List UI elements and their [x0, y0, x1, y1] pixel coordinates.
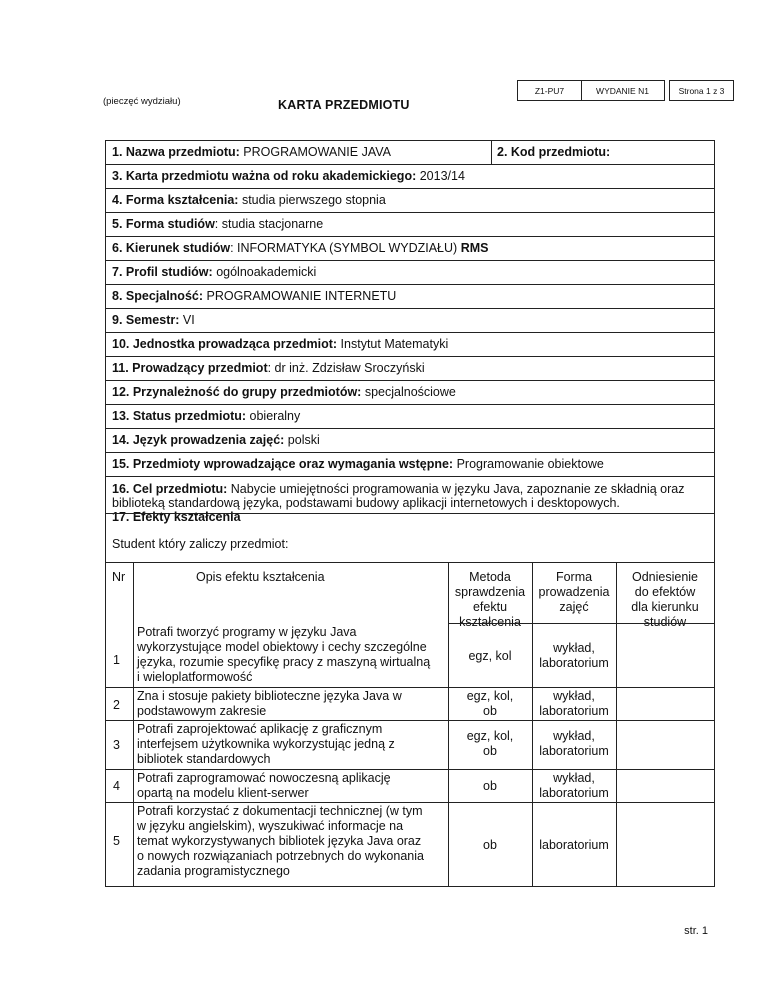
effect-2-method: egz, kol, ob [466, 689, 514, 718]
study-form-label: 5. Forma studiów [112, 217, 215, 231]
effect-1-form: wykład, laboratorium [539, 641, 609, 670]
status-value: obieralny [249, 409, 301, 423]
row-course-group [105, 380, 715, 405]
specialty-value: PROGRAMOWANIE INTERNETU [206, 289, 397, 303]
academic-year-label: 3. Karta przedmiotu ważna od roku akademickiego: [112, 169, 417, 183]
effect-3-description: Potrafi zaprojektować aplikację z graficznym interfejsem użytkownika wykorzystując jedną z bibliotek standardowych [137, 722, 395, 766]
effect-4-nr: 4 [113, 779, 120, 793]
specialty-label: 8. Specjalność: [112, 289, 204, 303]
course-name-value: PROGRAMOWANIE JAVA [243, 145, 391, 159]
page-count-box: Strona 1 z 3 [669, 80, 734, 101]
course-name-label: 1. Nazwa przedmiotu: [112, 145, 240, 159]
effect-5-nr: 5 [113, 834, 120, 848]
row-lecturer [105, 356, 715, 381]
field-of-study-label: 6. Kierunek studiów [112, 241, 231, 255]
faculty-stamp-label: (pieczęć wydziału) [103, 96, 181, 107]
effect-1-nr: 1 [113, 653, 120, 667]
row-outcomes-intro [105, 513, 715, 563]
course-goal-value-line2: biblioteką standardową języka, podstawami budowy aplikacji internetowych i desktopowych. [112, 496, 620, 510]
effect-2-form: wykład, laboratorium [539, 689, 609, 718]
prerequisites-label: 15. Przedmioty wprowadzające oraz wymagania wstępne: [112, 457, 454, 471]
row-status [105, 404, 715, 429]
lecturer-value: : dr inż. Zdzisław Sroczyński [267, 361, 425, 375]
course-goal-value-line1: Nabycie umiejętności programowania w języku Java, zapoznanie ze składnią oraz [230, 482, 685, 496]
course-group-label: 12. Przynależność do grupy przedmiotów: [112, 385, 362, 399]
course-code-label: 2. Kod przedmiotu: [497, 145, 611, 159]
faculty-symbol: RMS [460, 241, 489, 255]
effect-4-form: wykład, laboratorium [539, 771, 609, 800]
course-group-value: specjalnościowe [364, 385, 456, 399]
row-education-form [105, 188, 715, 213]
row-semester [105, 308, 715, 333]
row-field-of-study [105, 236, 715, 261]
semester-value: VI [182, 313, 195, 327]
effect-5-form: laboratorium [539, 838, 609, 852]
header-reference: Odniesienie do efektów dla kierunku studiów [631, 570, 699, 629]
prerequisites-value: Programowanie obiektowe [456, 457, 604, 471]
effect-1-description: Potrafi tworzyć programy w języku Java wykorzystujące model obiektowy i cechy szczególne języka, rozumie specyfikę pracy z maszyną wirtualną i wieloplatformowość [137, 625, 431, 684]
education-form-value: studia pierwszego stopnia [241, 193, 386, 207]
effect-3-nr: 3 [113, 738, 120, 752]
field-of-study-value: : INFORMATYKA (SYMBOL WYDZIAŁU) [230, 241, 458, 255]
unit-label: 10. Jednostka prowadząca przedmiot: [112, 337, 338, 351]
course-goal-label: 16. Cel przedmiotu: [112, 482, 228, 496]
education-form-label: 4. Forma kształcenia: [112, 193, 239, 207]
edition-box: WYDANIE N1 [581, 80, 665, 101]
row-course-goal [105, 476, 715, 524]
page-title: KARTA PRZEDMIOTU [278, 98, 410, 112]
status-label: 13. Status przedmiotu: [112, 409, 247, 423]
row-course-name [105, 140, 715, 165]
academic-year-value: 2013/14 [419, 169, 465, 183]
row-unit [105, 332, 715, 357]
language-label: 14. Język prowadzenia zajęć: [112, 433, 285, 447]
effect-5-description: Potrafi korzystać z dokumentacji technicznej (w tym w języku angielskim), wyszukiwać informacje na temat wykorzystywanych bibliotek języka Java oraz o nowych rozwiązaniach potrzebnych do wykonania zadania programistycznego [137, 804, 424, 878]
effect-2-description: Zna i stosuje pakiety biblioteczne języka Java w podstawowym zakresie [137, 689, 402, 718]
effect-4-description: Potrafi zaprogramować nowoczesną aplikację opartą na modelu klient-serwer [137, 771, 391, 800]
row-prerequisites [105, 452, 715, 477]
header-form: Forma prowadzenia zajęć [538, 570, 610, 614]
effect-5-method: ob [483, 838, 497, 852]
page-number: str. 1 [684, 925, 708, 937]
row-language [105, 428, 715, 453]
row-study-form [105, 212, 715, 237]
effect-3-form: wykład, laboratorium [539, 729, 609, 758]
unit-value: Instytut Matematyki [340, 337, 449, 351]
student-intro: Student który zaliczy przedmiot: [112, 537, 289, 551]
effect-1-method: egz, kol [468, 649, 512, 663]
doc-code-box: Z1-PU7 [517, 80, 582, 101]
header-method: Metoda sprawdzenia efektu kształcenia [454, 570, 526, 629]
effect-4-method: ob [483, 779, 497, 793]
effect-2-nr: 2 [113, 698, 120, 712]
language-value: polski [287, 433, 320, 447]
header-nr: Nr [112, 570, 126, 584]
semester-label: 9. Semestr: [112, 313, 180, 327]
header-description: Opis efektu kształcenia [196, 570, 325, 584]
profile-value: ogólnoakademicki [216, 265, 317, 279]
profile-label: 7. Profil studiów: [112, 265, 213, 279]
row-specialty [105, 284, 715, 309]
learning-outcomes-label: 17. Efekty kształcenia [112, 510, 241, 524]
row-academic-year [105, 164, 715, 189]
row-profile [105, 260, 715, 285]
study-form-value: : studia stacjonarne [214, 217, 324, 231]
lecturer-label: 11. Prowadzący przedmiot [112, 361, 268, 375]
learning-outcomes-table [105, 562, 715, 887]
effect-3-method: egz, kol, ob [466, 729, 514, 758]
